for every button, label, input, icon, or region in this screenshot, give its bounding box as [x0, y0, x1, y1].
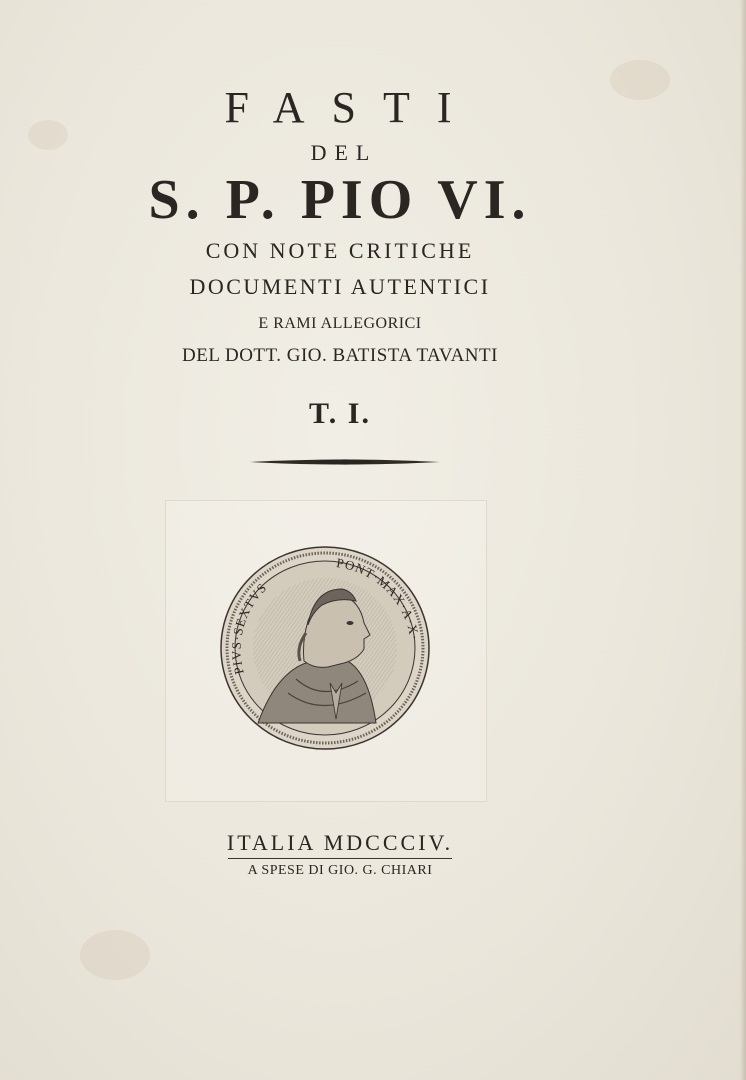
ornamental-rule — [250, 458, 440, 466]
tome-number: T. I. — [309, 397, 371, 430]
subtitle-line-3: E RAMI ALLEGORICI — [258, 315, 422, 332]
pope-name: S. P. PIO VI. — [148, 169, 532, 231]
title-connective: DEL — [310, 140, 378, 165]
page-edge — [740, 0, 746, 1080]
papal-medallion — [218, 543, 432, 753]
author-line: DEL DOTT. GIO. BATISTA TAVANTI — [182, 345, 498, 366]
paper-stain — [80, 930, 150, 980]
imprint-publisher: A SPESE DI GIO. G. CHIARI — [247, 863, 433, 878]
subtitle-line-2: DOCUMENTI AUTENTICI — [189, 274, 491, 299]
imprint-place-date: ITALIA MDCCCIV. — [226, 830, 454, 855]
inscription-left: PIVS·SEXTVS — [228, 579, 270, 676]
inscription-right: PONT·MAX·A·X· — [335, 555, 423, 642]
subtitle-line-1: CON NOTE CRITICHE — [205, 238, 475, 263]
book-title: FASTI — [224, 83, 479, 132]
imprint-rule — [228, 858, 452, 859]
